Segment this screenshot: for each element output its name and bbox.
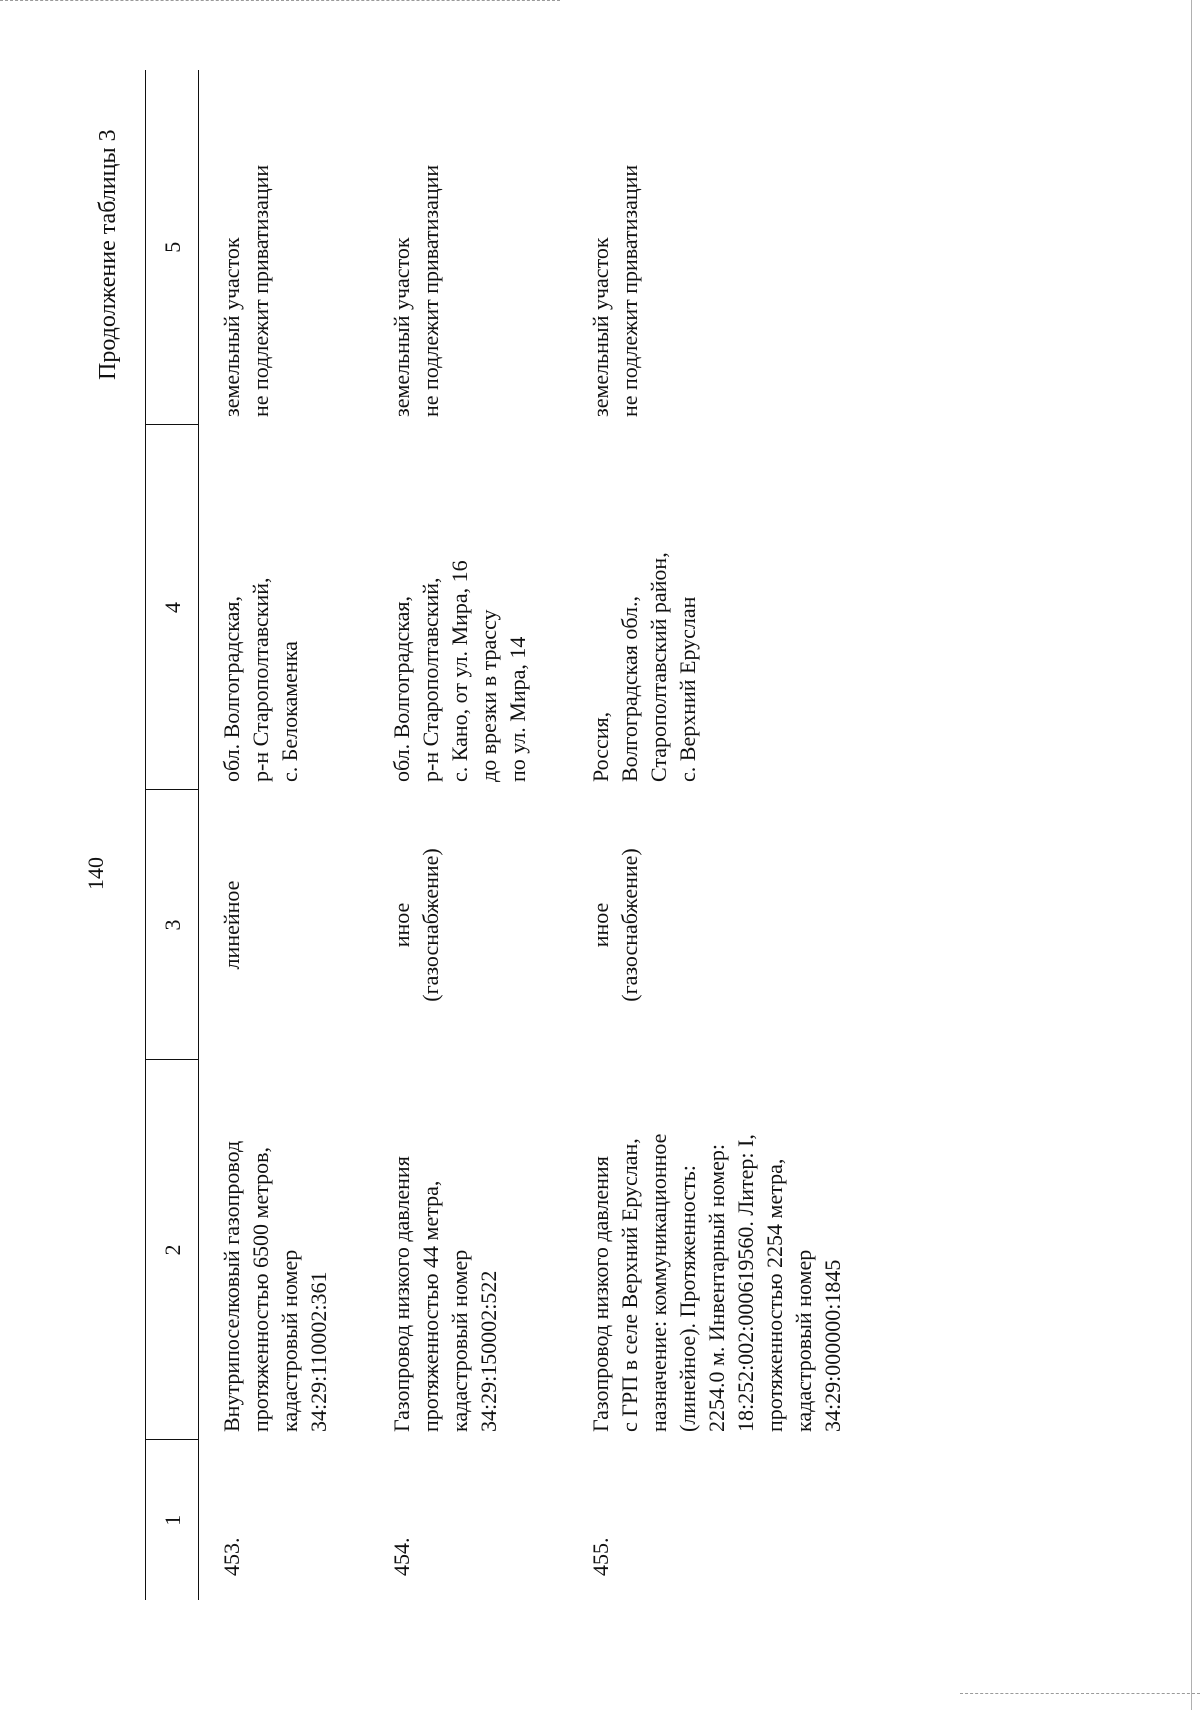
- row-number: 454.: [389, 1537, 414, 1576]
- object-name-line: протяженностью 6500 метров,: [248, 1146, 273, 1432]
- object-type-line: линейное: [219, 880, 244, 970]
- object-note-line: не подлежит приватизации: [617, 164, 642, 417]
- table-body: [199, 70, 884, 1600]
- object-name-line: протяженностью 44 метра,: [418, 1180, 443, 1432]
- object-note-line: не подлежит приватизации: [248, 164, 273, 417]
- object-address-line: с. Верхний Еруслан: [675, 596, 700, 782]
- object-note-line: земельный участок: [389, 237, 414, 417]
- object-note: [568, 70, 883, 425]
- object-address-line: обл. Волгоградская,: [219, 596, 244, 782]
- object-name-line: с ГРП в селе Верхний Еруслан,: [617, 1138, 642, 1432]
- object-name: [199, 1060, 370, 1440]
- object-address-line: р-н Старополтавский,: [418, 577, 443, 782]
- object-type-line: иное: [389, 902, 414, 948]
- object-name: [568, 1060, 883, 1440]
- object-note-line: не подлежит приватизации: [418, 164, 443, 417]
- object-type-line: (газоснабжение): [418, 848, 443, 1002]
- object-note: [199, 70, 370, 425]
- column-header-3: 3: [146, 790, 199, 1060]
- object-name-line: протяженностью 2254 метра,: [762, 1158, 787, 1432]
- object-address-line: обл. Волгоградская,: [389, 596, 414, 782]
- object-address: [568, 425, 883, 790]
- object-name-line: кадастровый номер: [791, 1249, 816, 1432]
- object-address-line: Старополтавский район,: [646, 552, 671, 782]
- column-header-5: 5: [146, 70, 199, 425]
- page-number: 140: [83, 857, 108, 890]
- property-table: [145, 70, 883, 1600]
- table-header-row: [146, 70, 199, 1600]
- object-note: [369, 70, 568, 425]
- object-address-line: по ул. Мира, 14: [505, 636, 530, 782]
- object-name-line: кадастровый номер: [277, 1249, 302, 1432]
- object-address: [199, 425, 370, 790]
- object-name-line: Газопровод низкого давления: [389, 1156, 414, 1432]
- table-caption: Продолжение таблицы 3: [95, 129, 121, 380]
- object-name-line: 34:29:150002:522: [476, 1270, 501, 1432]
- row-number: 453.: [219, 1537, 244, 1576]
- table-row: [369, 70, 568, 1600]
- row-number: 455.: [588, 1537, 613, 1576]
- object-name-line: 34:29:000000:1845: [820, 1259, 845, 1432]
- object-address-line: до врезки в трассу: [476, 609, 501, 782]
- object-name-line: Газопровод низкого давления: [588, 1156, 613, 1432]
- column-header-1: 1: [146, 1440, 199, 1600]
- object-type: [369, 790, 568, 1060]
- object-name-line: 2254.0 м. Инвентарный номер:: [704, 1143, 729, 1432]
- object-address-line: р-н Старополтавский,: [248, 577, 273, 782]
- object-name-line: 34:29:110002:361: [306, 1271, 331, 1432]
- object-address-line: с. Кано, от ул. Мира, 16: [447, 560, 472, 782]
- object-address-line: с. Белокаменка: [277, 641, 302, 782]
- object-type-line: (газоснабжение): [617, 848, 642, 1002]
- table-row: [199, 70, 370, 1600]
- object-address-line: Россия,: [588, 711, 613, 782]
- column-header-4: 4: [146, 425, 199, 790]
- column-header-2: 2: [146, 1060, 199, 1440]
- object-name-line: (линейное). Протяженность:: [675, 1165, 700, 1432]
- object-name: [369, 1060, 568, 1440]
- object-name-line: кадастровый номер: [447, 1249, 472, 1432]
- object-type: [568, 790, 883, 1060]
- object-name-line: назначение: коммуникационное: [646, 1133, 671, 1432]
- object-address-line: Волгоградская обл.,: [617, 596, 642, 782]
- object-name-line: 18:252:002:000619560. Литер: I,: [733, 1134, 758, 1432]
- object-type-line: иное: [588, 902, 613, 948]
- object-name-line: Внутрипоселковый газопровод: [219, 1140, 244, 1432]
- object-type: [199, 790, 370, 1060]
- object-note-line: земельный участок: [219, 237, 244, 417]
- object-note-line: земельный участок: [588, 237, 613, 417]
- object-address: [369, 425, 568, 790]
- table-row: [568, 70, 883, 1600]
